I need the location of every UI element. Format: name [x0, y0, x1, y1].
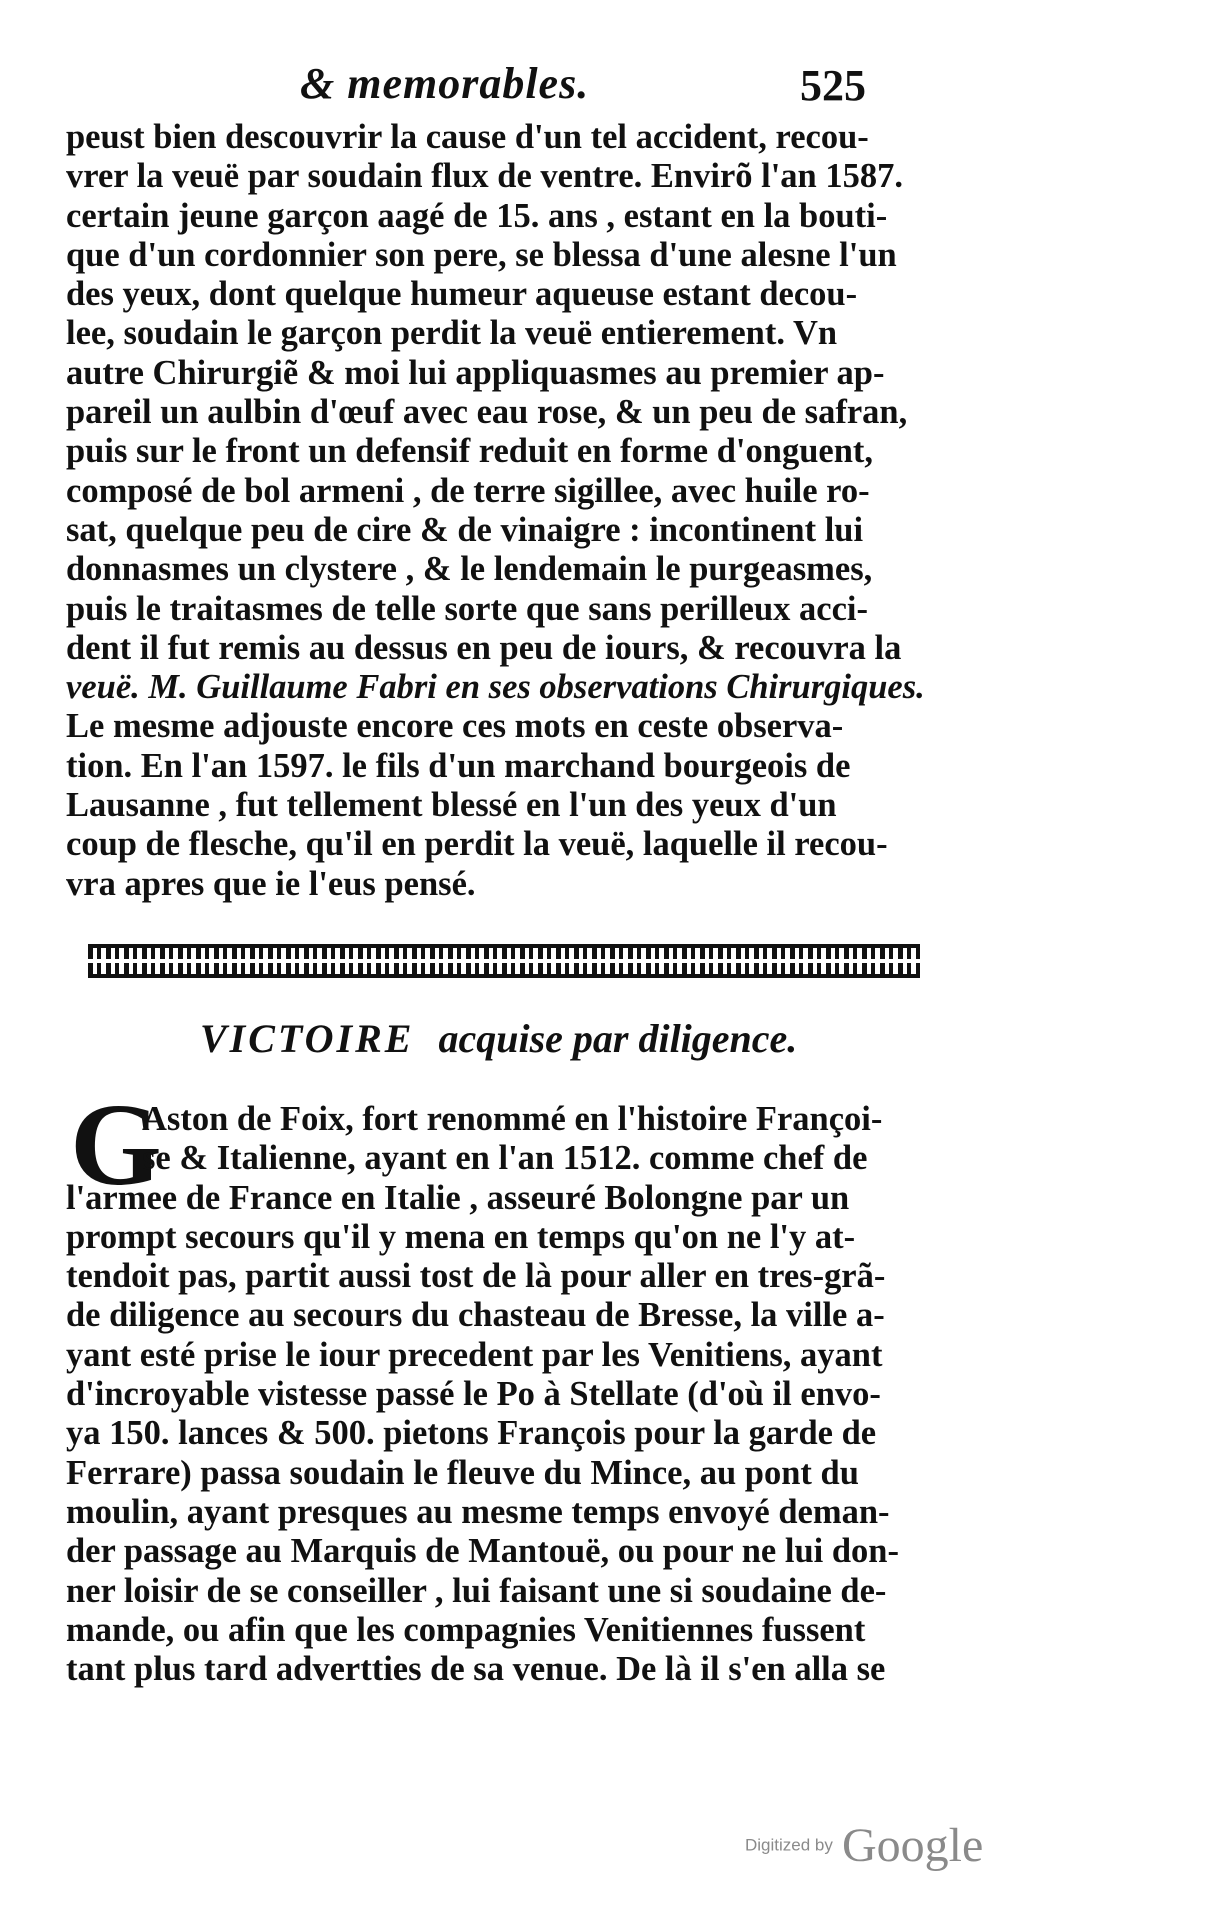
- text-line: yant esté prise le iour precedent par les Venitiens, ayant: [66, 1335, 883, 1374]
- text-line: peust bien descouvrir la cause d'un tel accident, recou-: [66, 118, 869, 156]
- text-line: prompt secours qu'il y mena en temps qu'on ne l'y at-: [66, 1217, 856, 1256]
- text-line: dent il fut remis au dessus en peu de iours, & recouvra la: [66, 628, 902, 667]
- text-line: ner loisir de se conseiller , lui faisant une si soudaine de-: [66, 1571, 887, 1610]
- text-line: puis sur le front un defensif reduit en forme d'onguent,: [66, 432, 873, 471]
- text-line: tant plus tard advertties de sa venue. De là il s'en alla se: [66, 1650, 886, 1689]
- text-line: Aston de Foix, fort renommé en l'histoire Françoi-: [142, 1100, 883, 1138]
- section-heading-sub: acquise par diligence.: [438, 1016, 798, 1061]
- ornament-band: [88, 959, 920, 963]
- text-line: lee, soudain le garçon perdit la veuë entierement. Vn: [66, 314, 838, 353]
- text-line: l'armee de France en Italie , asseuré Bolongne par un: [66, 1178, 850, 1217]
- text-block-section: [66, 1100, 936, 1689]
- text-line: Ferrare) passa soudain le fleuve du Mince, au pont du: [66, 1453, 859, 1492]
- text-line: der passage au Marquis de Mantouë, ou pour ne lui don-: [66, 1532, 899, 1571]
- section-heading-main: VICTOIRE: [200, 1016, 415, 1061]
- text-line: d'incroyable vistesse passé le Po à Stellate (d'où il envo-: [66, 1375, 881, 1414]
- text-line: que d'un cordonnier son pere, se blessa d'une alesne l'un: [66, 235, 897, 274]
- text-line: coup de flesche, qu'il en perdit la veuë, laquelle il recou-: [66, 825, 888, 864]
- text-line: de diligence au secours du chasteau de Bresse, la ville a-: [66, 1296, 885, 1335]
- text-line: tendoit pas, partit aussi tost de là pour aller en tres-grã-: [66, 1257, 886, 1296]
- ornamental-divider: [88, 944, 920, 978]
- digitized-watermark: [745, 1818, 983, 1873]
- text-line: certain jeune garçon aagé de 15. ans , estant en la bouti-: [66, 196, 888, 235]
- watermark-prefix: Digitized by: [745, 1835, 833, 1855]
- text-line: se & Italienne, ayant en l'an 1512. comme chef de: [142, 1139, 868, 1178]
- page-number: 525: [800, 61, 866, 110]
- text-line: puis le traitasmes de telle sorte que sans perilleux acci-: [66, 589, 869, 628]
- text-line: moulin, ayant presques au mesme temps envoyé deman-: [66, 1492, 890, 1531]
- citation-line: veuë. M. Guillaume Fabri en ses observations Chirurgiques.: [66, 668, 925, 707]
- section-heading: [200, 1015, 797, 1062]
- text-line: tion. En l'an 1597. le fils d'un marchand bourgeois de: [66, 746, 851, 785]
- google-logo: Google: [841, 1819, 984, 1872]
- text-line: vra apres que ie l'eus pensé.: [66, 864, 476, 903]
- text-line: composé de bol armeni , de terre sigillee, avec huile ro-: [66, 471, 870, 510]
- text-line: autre Chirurgiẽ & moi lui appliquasmes au premier ap-: [66, 353, 885, 392]
- text-line: sat, quelque peu de cire & de vinaigre : incontinent lui: [66, 510, 864, 549]
- text-line: vrer la veuë par soudain flux de ventre. Envirõ l'an 1587.: [66, 157, 903, 196]
- text-line: des yeux, dont quelque humeur aqueuse estant decou-: [66, 275, 858, 314]
- text-line: Le mesme adjouste encore ces mots en ceste observa-: [66, 707, 844, 746]
- text-line: Lausanne , fut tellement blessé en l'un des yeux d'un: [66, 786, 837, 825]
- text-block-continuation: [66, 118, 926, 904]
- text-line: pareil un aulbin d'œuf avec eau rose, & un peu de safran,: [66, 393, 908, 432]
- running-title: & memorables.: [300, 59, 590, 108]
- text-line: ya 150. lances & 500. pietons François pour la garde de: [66, 1414, 877, 1453]
- text-line: donnasmes un clystere , & le lendemain le purgeasmes,: [66, 550, 873, 589]
- text-line: mande, ou afin que les compagnies Venitiennes fussent: [66, 1610, 866, 1649]
- drop-cap: G: [70, 1079, 162, 1210]
